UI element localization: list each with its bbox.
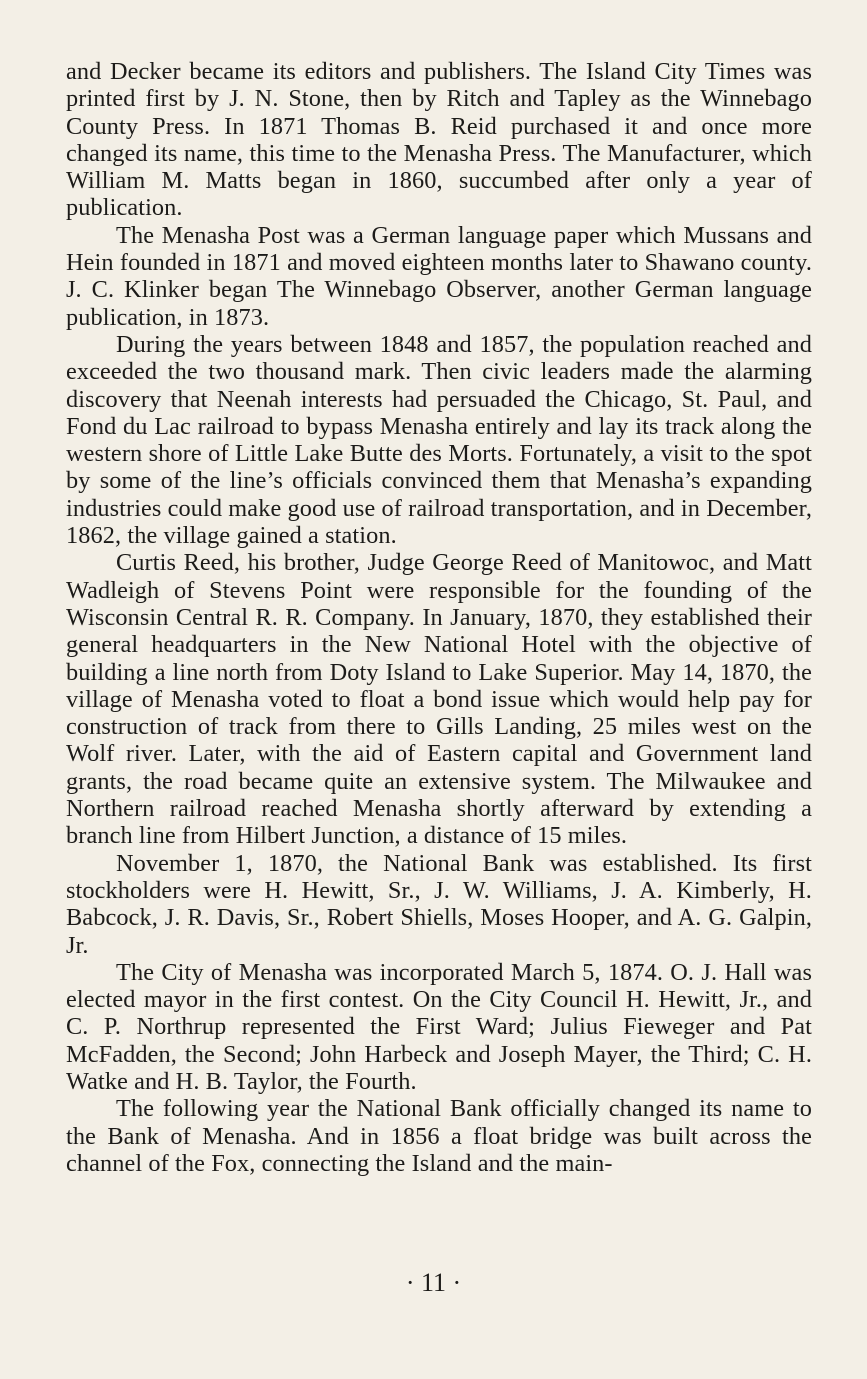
paragraph-6: The City of Menasha was incorporated March 5, 1874. O. J. Hall was elected mayor in the first contest. On the City Council H. Hewitt, Jr., and C. P. Northrup represented the First Ward; Julius Fieweger and Pat McFadden, the Second; John Harbeck and Joseph Mayer, the Third; C. H. Watke and H. B. Taylor, the Fourth.: [66, 958, 812, 1095]
paragraph-4: Curtis Reed, his brother, Judge George Reed of Manitowoc, and Matt Wadleigh of Stevens Point were responsible for the founding of the Wisconsin Central R. R. Company. In January, 1870, they established their general headquarters in the New National Hotel with the objective of building a line north from Doty Island to Lake Superior. May 14, 1870, the village of Menasha voted to float a bond issue which would help pay for construction of track from there to Gills Landing, 25 miles west on the Wolf river. Later, with the aid of Eastern capital and Government land grants, the road became quite an extensive system. The Milwaukee and Northern railroad reached Menasha shortly afterward by extending a branch line from Hilbert Junction, a distance of 15 miles.: [66, 549, 812, 850]
paragraph-1: and Decker became its editors and publishers. The Island City Times was printed first by J. N. Stone, then by Ritch and Tapley as the Winnebago County Press. In 1871 Thomas B. Reid purchased it and once more changed its name, this time to the Menasha Press. The Manufacturer, which William M. Matts began in 1860, succumbed after only a year of publication.: [66, 58, 812, 222]
body-text: [66, 58, 812, 1177]
paragraph-2: The Menasha Post was a German language paper which Mussans and Hein founded in 1871 and moved eighteen months later to Shawano county. J. C. Klinker began The Winnebago Observer, another German language publication, in 1873.: [66, 221, 812, 331]
paragraph-5: November 1, 1870, the National Bank was established. Its first stockholders were H. Hewitt, Sr., J. W. Williams, J. A. Kimberly, H. Babcock, J. R. Davis, Sr., Robert Shiells, Moses Hooper, and A. G. Galpin, Jr.: [66, 849, 812, 959]
paragraph-7: The following year the National Bank officially changed its name to the Bank of Menasha. And in 1856 a float bridge was built across the channel of the Fox, connecting the Island and the main-: [66, 1095, 812, 1177]
page-number: · 11 ·: [405, 1268, 462, 1297]
paragraph-3: During the years between 1848 and 1857, the population reached and exceeded the two thousand mark. Then civic leaders made the alarming discovery that Neenah interests had persuaded the Chicago, St. Paul, and Fond du Lac railroad to bypass Menasha entirely and lay its track along the western shore of Little Lake Butte des Morts. Fortunately, a visit to the spot by some of the line’s officials convinced them that Menasha’s expanding industries could make good use of railroad transportation, and in December, 1862, the village gained a station.: [66, 330, 813, 550]
